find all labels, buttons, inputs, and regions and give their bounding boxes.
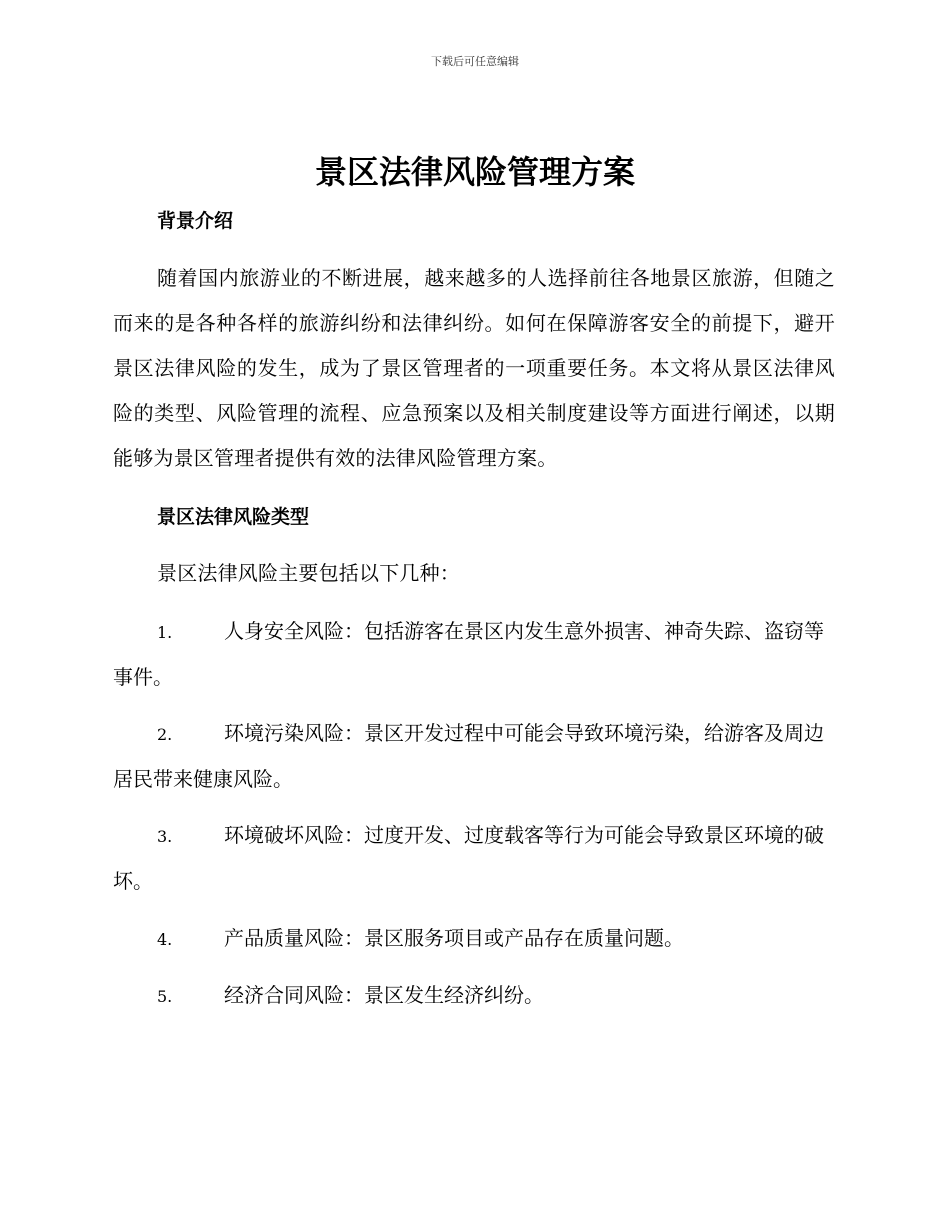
list-item — [113, 711, 835, 802]
list-item-number: 5. — [157, 987, 173, 1006]
list-item — [113, 813, 835, 904]
list-item — [113, 916, 835, 962]
list-item-text: 经济合同风险：景区发生经济纠纷。 — [224, 983, 544, 1007]
list-item-text: 人身安全风险：包括游客在景区内发生意外损害、神奇失踪、盗窃等事件。 — [113, 619, 824, 689]
section-heading-background: 背景介绍 — [157, 210, 234, 232]
document-title: 景区法律风险管理方案 — [314, 153, 635, 191]
list-item-number: 1. — [157, 623, 173, 642]
section-heading-risk-types: 景区法律风险类型 — [157, 506, 310, 528]
list-item-number: 4. — [157, 930, 173, 949]
list-item — [113, 973, 835, 1019]
list-item-number: 3. — [157, 827, 173, 846]
background-paragraph: 随着国内旅游业的不断进展，越来越多的人选择前往各地景区旅游，但随之而来的是各种各样的旅游纠纷和法律纠纷。如何在保障游客安全的前提下，避开景区法律风险的发生，成为了景区管理者的一项重要任务。本文将从景区法律风险的类型、风险管理的流程、应急预案以及相关制度建设等方面进行阐述，以期能够为景区管理者提供有效的法律风险管理方案。 — [113, 266, 835, 470]
list-item-text: 产品质量风险：景区服务项目或产品存在质量问题。 — [224, 926, 684, 950]
list-item-text: 环境污染风险：景区开发过程中可能会导致环境污染，给游客及周边居民带来健康风险。 — [113, 721, 824, 791]
list-item — [113, 609, 835, 700]
risk-types-intro: 景区法律风险主要包括以下几种： — [157, 561, 460, 585]
page-header: 下载后可任意编辑 — [431, 55, 519, 68]
list-item-number: 2. — [157, 725, 173, 744]
list-item-text: 环境破坏风险：过度开发、过度载客等行为可能会导致景区环境的破坏。 — [113, 823, 824, 893]
